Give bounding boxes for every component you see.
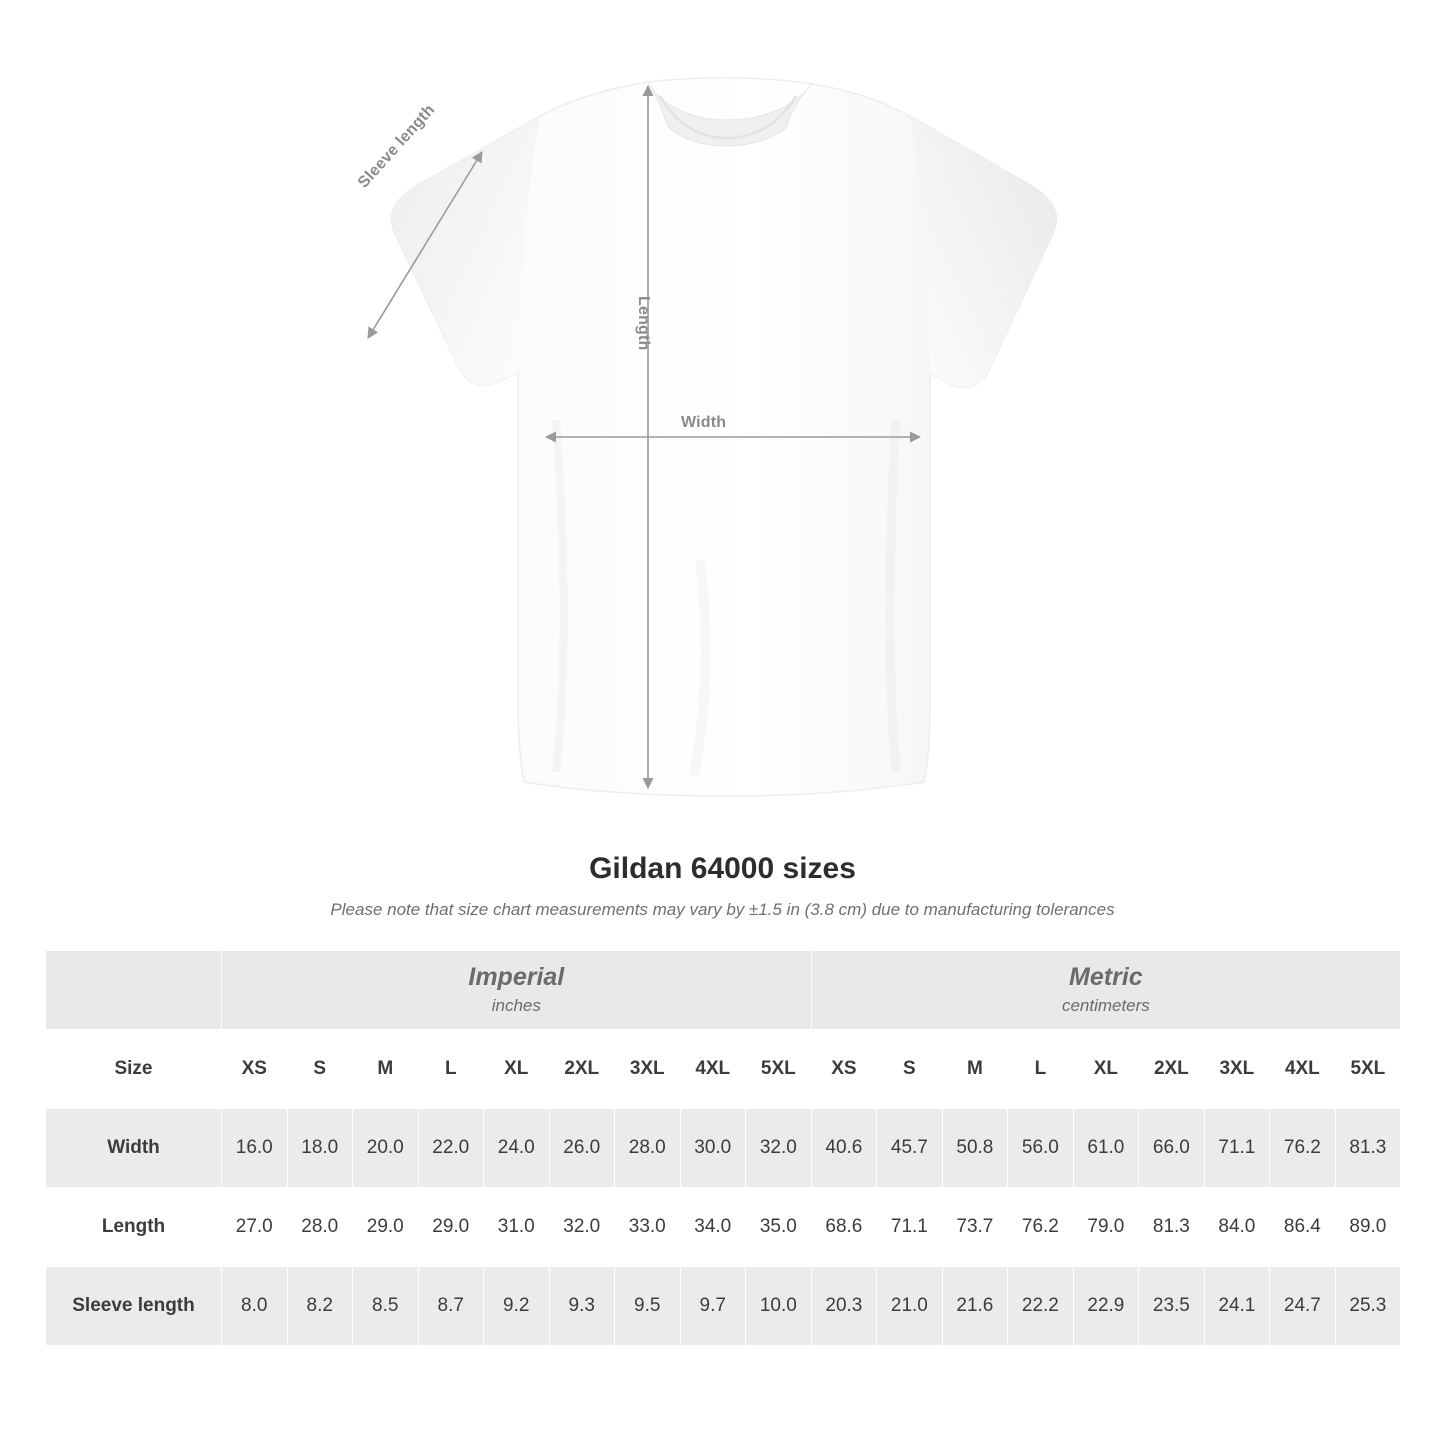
measurement-cell: 81.3 [1139,1188,1205,1267]
measurement-cell: 22.0 [418,1109,484,1188]
row-label: Width [46,1109,222,1188]
measurement-cell: 76.2 [1008,1188,1074,1267]
measurement-cell: 18.0 [287,1109,353,1188]
size-header-cell: 2XL [1139,1030,1205,1109]
size-header-cell: S [287,1030,353,1109]
measurement-cell: 29.0 [418,1188,484,1267]
measurement-cell: 8.0 [222,1267,288,1346]
size-header-cell: M [942,1030,1008,1109]
page-title: Gildan 64000 sizes [589,852,856,885]
row-label: Sleeve length [46,1267,222,1346]
table-corner-cell [46,951,222,1030]
size-header-cell: XL [484,1030,550,1109]
measurement-cell: 9.7 [680,1267,746,1346]
measurement-cell: 30.0 [680,1109,746,1188]
unit-header-row [46,951,1401,1030]
measurement-cell: 21.6 [942,1267,1008,1346]
size-header-cell: XL [1073,1030,1139,1109]
measurement-cell: 24.1 [1204,1267,1270,1346]
measurement-cell: 89.0 [1335,1188,1401,1267]
measurement-cell: 24.0 [484,1109,550,1188]
measurement-cell: 26.0 [549,1109,615,1188]
measurement-cell: 29.0 [353,1188,419,1267]
shirt-right-sleeve [910,116,1056,387]
unit-title: Metric [1069,962,1143,991]
measurement-cell: 21.0 [877,1267,943,1346]
unit-subtitle: centimeters [1061,995,1150,1015]
size-header-cell: L [1008,1030,1074,1109]
measurement-cell: 8.7 [418,1267,484,1346]
measurement-cell: 10.0 [746,1267,812,1346]
measurement-cell: 86.4 [1270,1188,1336,1267]
size-header-cell: 3XL [1204,1030,1270,1109]
measurement-cell: 81.3 [1335,1109,1401,1188]
measurement-cell: 32.0 [746,1109,812,1188]
measurement-cell: 31.0 [484,1188,550,1267]
measurement-cell: 71.1 [877,1188,943,1267]
size-header-cell: 5XL [1335,1030,1401,1109]
title-block [0,852,1445,920]
measurement-cell: 66.0 [1139,1109,1205,1188]
size-header-cell: 4XL [1270,1030,1336,1109]
size-row-label: Size [46,1030,222,1109]
measurement-cell: 8.5 [353,1267,419,1346]
measurement-cell: 20.0 [353,1109,419,1188]
size-header-cell: 2XL [549,1030,615,1109]
measurement-cell: 33.0 [615,1188,681,1267]
measurement-cell: 45.7 [877,1109,943,1188]
sleeve-length-label: Sleeve length [355,101,439,192]
measurement-cell: 79.0 [1073,1188,1139,1267]
size-header-cell: XS [222,1030,288,1109]
size-header-cell: 4XL [680,1030,746,1109]
measurement-cell: 9.5 [615,1267,681,1346]
measurement-cell: 32.0 [549,1188,615,1267]
size-header-row [46,1030,1401,1109]
measurement-cell: 22.2 [1008,1267,1074,1346]
measurement-cell: 84.0 [1204,1188,1270,1267]
measurement-cell: 22.9 [1073,1267,1139,1346]
measurement-cell: 8.2 [287,1267,353,1346]
measurement-cell: 20.3 [811,1267,877,1346]
size-header-cell: S [877,1030,943,1109]
table-row [46,1267,1401,1346]
measurement-cell: 71.1 [1204,1109,1270,1188]
unit-title: Imperial [468,962,565,991]
measurement-cell: 61.0 [1073,1109,1139,1188]
measurement-cell: 16.0 [222,1109,288,1188]
measurement-cell: 68.6 [811,1188,877,1267]
unit-header-metric [811,951,1401,1030]
measurement-cell: 27.0 [222,1188,288,1267]
unit-header-imperial [222,951,812,1030]
measurement-cell: 76.2 [1270,1109,1336,1188]
row-label: Length [46,1188,222,1267]
measurement-cell: 50.8 [942,1109,1008,1188]
measurement-cell: 9.2 [484,1267,550,1346]
size-chart-table [45,950,1401,1346]
measurement-cell: 56.0 [1008,1109,1074,1188]
size-header-cell: XS [811,1030,877,1109]
measurement-cell: 24.7 [1270,1267,1336,1346]
table-row [46,1109,1401,1188]
size-chart-table-wrapper [0,950,1445,1346]
measurement-cell: 28.0 [287,1188,353,1267]
size-header-cell: 3XL [615,1030,681,1109]
measurement-cell: 25.3 [1335,1267,1401,1346]
size-header-cell: 5XL [746,1030,812,1109]
shirt-left-sleeve [392,116,540,385]
measurement-cell: 9.3 [549,1267,615,1346]
size-header-cell: M [353,1030,419,1109]
unit-subtitle: inches [491,995,541,1015]
size-header-cell: L [418,1030,484,1109]
measurement-cell: 28.0 [615,1109,681,1188]
tolerance-note: Please note that size chart measurements may vary by ±1.5 in (3.8 cm) due to manufacturing tolerances [330,900,1115,919]
measurement-cell: 40.6 [811,1109,877,1188]
width-label: Width [681,414,727,431]
measurement-cell: 23.5 [1139,1267,1205,1346]
measurement-cell: 73.7 [942,1188,1008,1267]
table-row [46,1188,1401,1267]
measurement-cell: 35.0 [746,1188,812,1267]
length-label: Length [635,296,652,351]
measurement-cell: 34.0 [680,1188,746,1267]
